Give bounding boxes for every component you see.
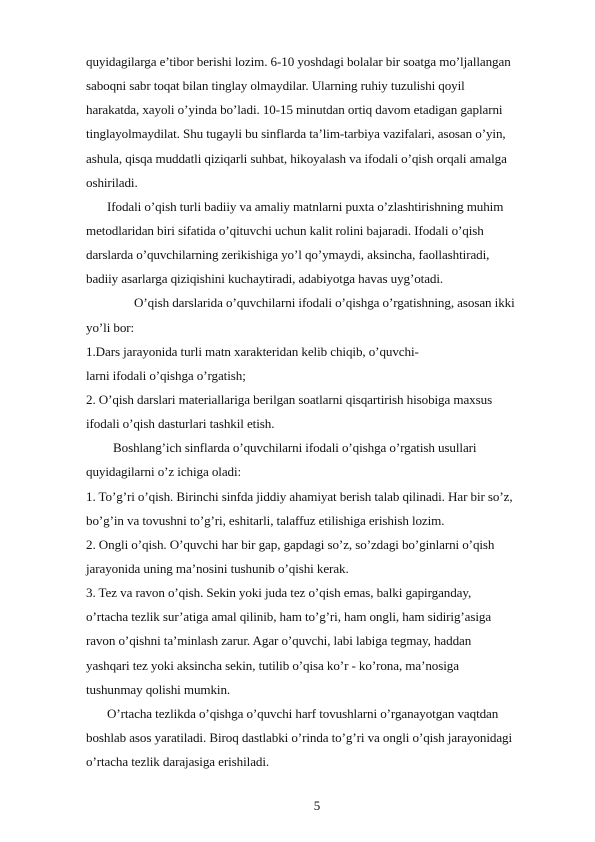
paragraph-start: O’rtacha tezlikda o’qishga o’quvchi harf tovushlarni o’rganayotgan vaqtdan xyxy=(107,705,499,721)
list-item: 1.Dars jarayonida turli matn xarakteridan kelib chiqib, o’quvchi- xyxy=(86,343,419,359)
list-item: 1. To’g’ri o’qish. Birinchi sinfda jiddiy ahamiyat berish talab qilinadi. Har bir so’z, xyxy=(86,488,513,504)
text-line: tushunmay qolishi mumkin. xyxy=(86,681,231,697)
text-line: o’rtacha tezlik sur’atiga amal qilinib, ham to’g’ri, ham ongli, ham sidirig’asiga xyxy=(86,609,492,625)
text-line: oshiriladi. xyxy=(86,174,138,190)
text-line: darslarda o’quvchilarning zerikishiga yo’l qo’ymaydi, aksincha, faollashtiradi, xyxy=(86,247,490,263)
text-line: tinglayolmaydilat. Shu tugayli bu sinflarda ta’lim-tarbiya vazifalari, asosan o’yin, xyxy=(86,126,506,142)
text-line: jarayonida uning ma’nosini tushunib o’qishi kerak. xyxy=(86,560,349,576)
paragraph-start: Ifodali o’qish turli badiiy va amaliy matnlarni puxta o’zlashtirishning muhim xyxy=(107,198,504,214)
text-line: metodlaridan biri sifatida o’qituvchi uchun kalit rolini bajaradi. Ifodali o’qish xyxy=(86,222,484,238)
text-line: ifodali o’qish dasturlari tashkil etish. xyxy=(86,416,275,432)
list-item: 2. O’qish darslari materiallariga berilgan soatlarni qisqartirish hisobiga maxsus xyxy=(86,391,493,407)
text-line: quyidagilarni o’z ichiga oladi: xyxy=(86,464,242,480)
page-number: 5 xyxy=(313,798,321,813)
text-line: ravon o’qishni ta’minlash zarur. Agar o’quvchi, labi labiga tegmay, haddan xyxy=(86,633,472,649)
list-item: 3. Tez va ravon o’qish. Sekin yoki juda tez o’qish emas, balki gapirganday, xyxy=(86,585,472,601)
list-item: 2. Ongli o’qish. O’quvchi har bir gap, gapdagi so’z, so’zdagi bo’ginlarni o’qish xyxy=(86,536,495,552)
text-line: ashula, qisqa muddatli qiziqarli suhbat, hikoyalash va ifodali o’qish orqali amalga xyxy=(86,150,507,166)
paragraph-start: Boshlang’ich sinflarda o’quvchilarni ifodali o’qishga o’rgatish usullari xyxy=(113,440,477,456)
paragraph-start: O’qish darslarida o’quvchilarni ifodali o’qishga o’rgatishning, asosan ikki xyxy=(134,295,515,311)
text-line: yo’li bor: xyxy=(86,319,135,335)
text-line: larni ifodali o’qishga o’rgatish; xyxy=(86,367,246,383)
text-line: quyidagilarga e’tibor berishi lozim. 6-10 yoshdagi bolalar bir soatga mo’ljallangan xyxy=(86,54,511,69)
text-line: badiiy asarlarga qiziqishini kuchaytiradi, adabiyotga havas uyg’otadi. xyxy=(86,271,444,287)
text-line: yashqari tez yoki aksincha sekin, tutilib o’qisa ko’r - ko’rona, ma’nosiga xyxy=(86,657,459,673)
text-line: harakatda, xayoli o’yinda bo’ladi. 10-15 minutdan ortiq davom etadigan gaplarni xyxy=(86,102,503,118)
text-line: boshlab asos yaratiladi. Biroq dastlabki o’rinda to’g’ri va ongli o’qish jarayonidagi xyxy=(86,729,513,745)
text-line: o’rtacha tezlik darajasiga erishiladi. xyxy=(86,754,270,770)
text-line: saboqni sabr toqat bilan tinglay olmaydilar. Ularning ruhiy tuzulishi qoyil xyxy=(86,78,465,94)
text-line: bo’g’in va tovushni to’g’ri, eshitarli, talaffuz etilishiga erishish lozim. xyxy=(86,512,445,528)
document-page xyxy=(86,50,560,774)
